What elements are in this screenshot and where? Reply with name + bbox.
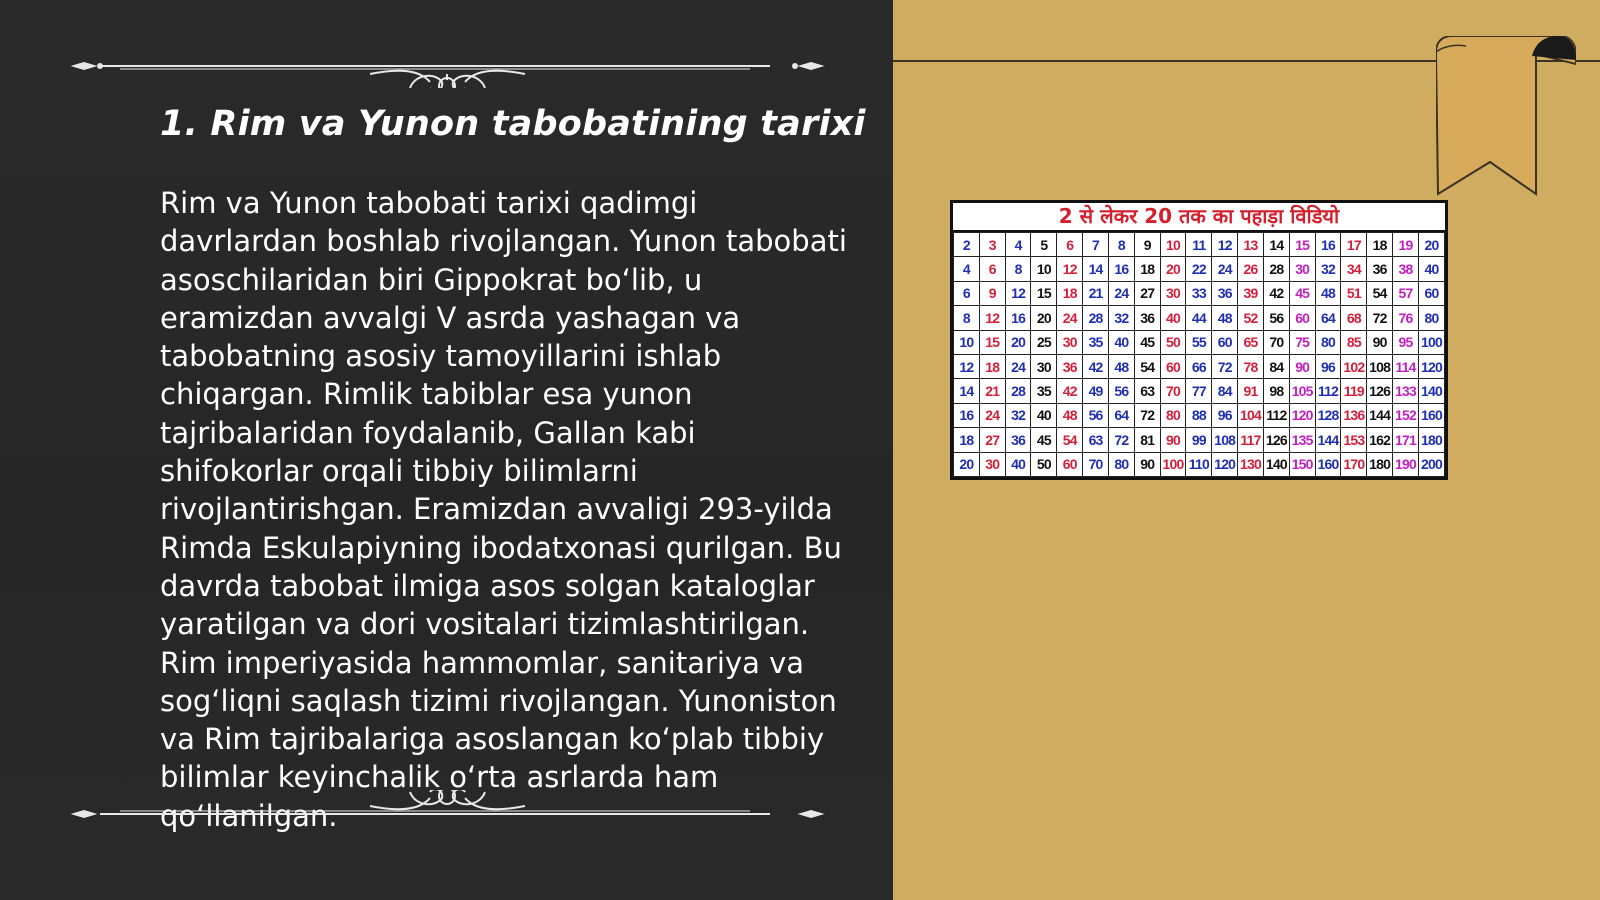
table-cell: 48 [1108, 354, 1134, 378]
table-cell: 25 [1031, 330, 1057, 354]
table-cell: 60 [1418, 281, 1444, 305]
slide-body-text: Rim va Yunon tabobati tarixi qadimgi davrlardan boshlab rivojlangan. Yunon tabobati asoschilaridan biri Gippokrat bo‘lib, u eramizdan avvalgi V asrda yashagan va tabobatning asosiy tamoyillarini ishlab chiqargan. Rimlik tabiblar esa yunon tajribalaridan foydalanib, Gallan kabi shifokorlar orqali tibbiy bilimlarni rivojlantirishgan. Eramizdan avvaligi 293-yilda Rimda Eskulapiyning ibodatxonasi qurilgan. Bu davrda tabobat ilmiga asos solgan kataloglar yaratilgan va dori vositalari tizimlashtirilgan. Rim imperiyasida hammomlar, sanitariya va sog‘liqni saqlash tizimi rivojlangan. Yunoniston va Rim tajribalariga asoslangan ko‘plab tibbiy bilimlar keyinchalik o‘rta asrlarda ham qo‘llanilgan. [160, 186, 847, 833]
table-cell: 144 [1367, 403, 1393, 427]
table-cell: 48 [1212, 306, 1238, 330]
table-cell: 24 [1108, 281, 1134, 305]
table-cell: 80 [1418, 306, 1444, 330]
ornamental-divider-top-icon [70, 48, 825, 88]
table-cell: 14 [1263, 233, 1289, 257]
table-cell: 54 [1134, 354, 1160, 378]
table-cell: 20 [1031, 306, 1057, 330]
table-cell: 36 [1134, 306, 1160, 330]
table-cell: 78 [1238, 354, 1264, 378]
table-cell: 80 [1315, 330, 1341, 354]
table-cell: 40 [1005, 452, 1031, 476]
table-cell: 7 [1083, 233, 1109, 257]
table-cell: 126 [1263, 428, 1289, 452]
table-cell: 84 [1212, 379, 1238, 403]
table-cell: 110 [1186, 452, 1212, 476]
table-cell: 30 [1031, 354, 1057, 378]
table-cell: 200 [1418, 452, 1444, 476]
table-cell: 96 [1315, 354, 1341, 378]
table-cell: 9 [1134, 233, 1160, 257]
table-cell: 30 [1289, 257, 1315, 281]
table-cell: 64 [1315, 306, 1341, 330]
table-cell: 140 [1263, 452, 1289, 476]
table-cell: 12 [1005, 281, 1031, 305]
table-cell: 33 [1186, 281, 1212, 305]
table-cell: 16 [1108, 257, 1134, 281]
table-row [954, 428, 1445, 452]
table-cell: 120 [1289, 403, 1315, 427]
table-cell: 102 [1341, 354, 1367, 378]
table-cell: 8 [1108, 233, 1134, 257]
table-cell: 12 [1212, 233, 1238, 257]
bookmark-ribbon-icon [1436, 36, 1576, 201]
table-cell: 28 [1005, 379, 1031, 403]
table-cell: 6 [954, 281, 980, 305]
table-cell: 45 [1289, 281, 1315, 305]
table-cell: 96 [1212, 403, 1238, 427]
table-cell: 72 [1212, 354, 1238, 378]
table-cell: 18 [1367, 233, 1393, 257]
table-cell: 20 [1418, 233, 1444, 257]
table-cell: 32 [1005, 403, 1031, 427]
table-cell: 40 [1108, 330, 1134, 354]
table-cell: 130 [1238, 452, 1264, 476]
table-cell: 98 [1263, 379, 1289, 403]
table-cell: 60 [1057, 452, 1083, 476]
table-cell: 18 [1057, 281, 1083, 305]
table-cell: 160 [1418, 403, 1444, 427]
table-cell: 4 [954, 257, 980, 281]
table-cell: 68 [1341, 306, 1367, 330]
table-cell: 100 [1418, 330, 1444, 354]
table-cell: 180 [1367, 452, 1393, 476]
table-row [954, 257, 1445, 281]
table-cell: 72 [1367, 306, 1393, 330]
table-cell: 112 [1263, 403, 1289, 427]
table-cell: 54 [1057, 428, 1083, 452]
table-cell: 36 [1212, 281, 1238, 305]
table-cell: 36 [1057, 354, 1083, 378]
table-cell: 36 [1005, 428, 1031, 452]
table-cell: 32 [1315, 257, 1341, 281]
table-cell: 81 [1134, 428, 1160, 452]
table-cell: 10 [1160, 233, 1186, 257]
table-cell: 24 [979, 403, 1005, 427]
table-cell: 28 [1263, 257, 1289, 281]
table-cell: 100 [1160, 452, 1186, 476]
table-cell: 160 [1315, 452, 1341, 476]
table-cell: 20 [1005, 330, 1031, 354]
table-cell: 9 [979, 281, 1005, 305]
table-cell: 112 [1315, 379, 1341, 403]
table-cell: 36 [1367, 257, 1393, 281]
table-cell: 12 [1057, 257, 1083, 281]
table-cell: 16 [1005, 306, 1031, 330]
table-cell: 8 [954, 306, 980, 330]
table-cell: 42 [1083, 354, 1109, 378]
table-cell: 70 [1083, 452, 1109, 476]
table-row [954, 354, 1445, 378]
table-cell: 55 [1186, 330, 1212, 354]
table-cell: 63 [1083, 428, 1109, 452]
table-cell: 140 [1418, 379, 1444, 403]
table-cell: 21 [979, 379, 1005, 403]
table-cell: 27 [979, 428, 1005, 452]
table-cell: 39 [1238, 281, 1264, 305]
table-cell: 52 [1238, 306, 1264, 330]
table-cell: 162 [1367, 428, 1393, 452]
table-cell: 57 [1393, 281, 1419, 305]
table-cell: 42 [1057, 379, 1083, 403]
table-cell: 90 [1160, 428, 1186, 452]
table-cell: 49 [1083, 379, 1109, 403]
table-cell: 8 [1005, 257, 1031, 281]
table-cell: 18 [1134, 257, 1160, 281]
ornamental-divider-bottom-icon [70, 790, 825, 830]
table-cell: 88 [1186, 403, 1212, 427]
table-cell: 60 [1289, 306, 1315, 330]
table-cell: 126 [1367, 379, 1393, 403]
table-cell: 180 [1418, 428, 1444, 452]
table-cell: 45 [1134, 330, 1160, 354]
table-cell: 136 [1341, 403, 1367, 427]
table-cell: 150 [1289, 452, 1315, 476]
table-cell: 60 [1160, 354, 1186, 378]
table-cell: 6 [1057, 233, 1083, 257]
table-cell: 22 [1186, 257, 1212, 281]
table-cell: 5 [1031, 233, 1057, 257]
table-cell: 104 [1238, 403, 1264, 427]
table-cell: 20 [1160, 257, 1186, 281]
table-cell: 108 [1212, 428, 1238, 452]
table-cell: 48 [1057, 403, 1083, 427]
table-cell: 90 [1289, 354, 1315, 378]
table-cell: 153 [1341, 428, 1367, 452]
table-cell: 34 [1341, 257, 1367, 281]
table-cell: 66 [1186, 354, 1212, 378]
table-cell: 17 [1341, 233, 1367, 257]
table-row [954, 233, 1445, 257]
table-cell: 50 [1031, 452, 1057, 476]
table-cell: 16 [1315, 233, 1341, 257]
table-cell: 105 [1289, 379, 1315, 403]
table-cell: 90 [1367, 330, 1393, 354]
table-cell: 38 [1393, 257, 1419, 281]
table-cell: 80 [1108, 452, 1134, 476]
table-cell: 18 [979, 354, 1005, 378]
table-cell: 35 [1031, 379, 1057, 403]
table-cell: 56 [1108, 379, 1134, 403]
table-cell: 76 [1393, 306, 1419, 330]
table-cell: 11 [1186, 233, 1212, 257]
table-row [954, 281, 1445, 305]
table-cell: 60 [1212, 330, 1238, 354]
table-cell: 15 [1289, 233, 1315, 257]
table-cell: 45 [1031, 428, 1057, 452]
table-cell: 119 [1341, 379, 1367, 403]
multiplication-table [953, 232, 1445, 477]
table-cell: 117 [1238, 428, 1264, 452]
table-cell: 12 [979, 306, 1005, 330]
table-cell: 63 [1134, 379, 1160, 403]
table-cell: 40 [1418, 257, 1444, 281]
table-cell: 19 [1393, 233, 1419, 257]
table-cell: 114 [1393, 354, 1419, 378]
table-cell: 27 [1134, 281, 1160, 305]
table-cell: 14 [954, 379, 980, 403]
table-cell: 30 [979, 452, 1005, 476]
table-row [954, 379, 1445, 403]
table-cell: 18 [954, 428, 980, 452]
table-cell: 20 [954, 452, 980, 476]
table-cell: 30 [1160, 281, 1186, 305]
table-row [954, 330, 1445, 354]
multiplication-table-image [950, 200, 1448, 480]
table-cell: 120 [1418, 354, 1444, 378]
table-cell: 10 [1031, 257, 1057, 281]
table-cell: 56 [1263, 306, 1289, 330]
table-cell: 85 [1341, 330, 1367, 354]
table-cell: 171 [1393, 428, 1419, 452]
table-cell: 75 [1289, 330, 1315, 354]
table-cell: 2 [954, 233, 980, 257]
table-cell: 42 [1263, 281, 1289, 305]
table-cell: 21 [1083, 281, 1109, 305]
table-cell: 144 [1315, 428, 1341, 452]
table-cell: 28 [1083, 306, 1109, 330]
table-cell: 95 [1393, 330, 1419, 354]
table-image-title: 2 से लेकर 20 तक का पहाड़ा विडियो [953, 203, 1445, 232]
table-cell: 56 [1083, 403, 1109, 427]
table-cell: 6 [979, 257, 1005, 281]
table-cell: 108 [1367, 354, 1393, 378]
table-cell: 24 [1212, 257, 1238, 281]
table-cell: 80 [1160, 403, 1186, 427]
table-cell: 15 [979, 330, 1005, 354]
table-cell: 72 [1134, 403, 1160, 427]
table-cell: 26 [1238, 257, 1264, 281]
table-cell: 135 [1289, 428, 1315, 452]
table-cell: 30 [1057, 330, 1083, 354]
table-row [954, 306, 1445, 330]
table-cell: 54 [1367, 281, 1393, 305]
table-cell: 48 [1315, 281, 1341, 305]
table-cell: 77 [1186, 379, 1212, 403]
table-cell: 32 [1108, 306, 1134, 330]
table-cell: 24 [1005, 354, 1031, 378]
table-cell: 170 [1341, 452, 1367, 476]
table-cell: 84 [1263, 354, 1289, 378]
table-cell: 12 [954, 354, 980, 378]
table-cell: 50 [1160, 330, 1186, 354]
table-cell: 70 [1160, 379, 1186, 403]
table-cell: 40 [1160, 306, 1186, 330]
table-cell: 10 [954, 330, 980, 354]
table-cell: 51 [1341, 281, 1367, 305]
slide-title: 1. Rim va Yunon tabobatining tarixi [160, 104, 866, 144]
table-cell: 152 [1393, 403, 1419, 427]
table-cell: 99 [1186, 428, 1212, 452]
table-cell: 35 [1083, 330, 1109, 354]
table-cell: 91 [1238, 379, 1264, 403]
table-cell: 72 [1108, 428, 1134, 452]
table-cell: 120 [1212, 452, 1238, 476]
table-cell: 4 [1005, 233, 1031, 257]
table-cell: 190 [1393, 452, 1419, 476]
table-cell: 40 [1031, 403, 1057, 427]
table-cell: 133 [1393, 379, 1419, 403]
table-cell: 44 [1186, 306, 1212, 330]
table-cell: 90 [1134, 452, 1160, 476]
table-cell: 3 [979, 233, 1005, 257]
table-cell: 13 [1238, 233, 1264, 257]
table-cell: 65 [1238, 330, 1264, 354]
table-cell: 128 [1315, 403, 1341, 427]
table-cell: 16 [954, 403, 980, 427]
table-row [954, 452, 1445, 476]
table-cell: 14 [1083, 257, 1109, 281]
table-cell: 24 [1057, 306, 1083, 330]
table-cell: 70 [1263, 330, 1289, 354]
table-cell: 15 [1031, 281, 1057, 305]
table-cell: 64 [1108, 403, 1134, 427]
table-row [954, 403, 1445, 427]
